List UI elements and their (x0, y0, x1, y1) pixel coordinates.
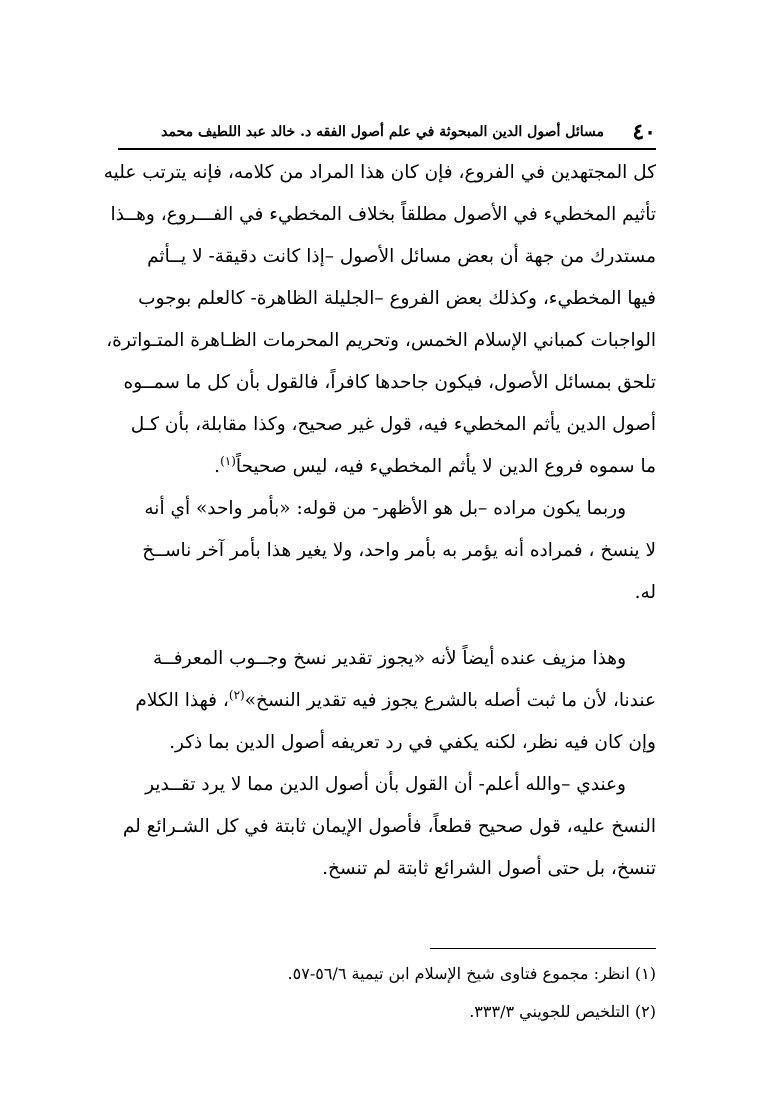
text-line: لا ينسخ ، فمراده أنه يؤمر به بأمر واحد، ولا يغير هذا بأمر آخر ناســخ (142, 540, 656, 561)
text-line: الواجبات كمباني الإسلام الخمس، وتحريم المحرمات الظـاهرة المتـواترة، (106, 330, 656, 351)
text-span: عندنا، لأن ما ثبت أصله بالشرع يجوز فيه تقدير النسخ» (244, 690, 656, 711)
footnotes (100, 955, 656, 1031)
text-span: ما سموه فروع الدين لا يأثم المخطيء فيه، ليس صحيحاً (235, 456, 656, 477)
page-number: ٤٠ (632, 119, 656, 145)
text-line: فيها المخطيء، وكذلك بعض الفروع –الجليلة الظاهرة- كالعلم بوجوب (138, 288, 656, 309)
text-line: النسخ عليه، قول صحيح قطعاً، فأصول الإيمان ثابتة في كل الشـرائع لم (122, 816, 656, 837)
paragraph-4 (100, 764, 656, 890)
running-title: مسائل أصول الدين المبحوثة في علم أصول الفقه د. خالد عبد اللطيف محمد (161, 124, 604, 140)
text-line: كل المجتهدين في الفروع، فإن كان هذا المراد من كلامه، فإنه يترتب عليه (103, 162, 656, 183)
text-line: تلحق بمسائل الأصول، فيكون جاحدها كافراً، فالقول بأن كل ما سمــوه (123, 372, 656, 393)
footnote-ref-1: (١) (220, 453, 236, 468)
paragraph-3 (100, 638, 656, 764)
body-text (100, 152, 656, 890)
footnote-rule (430, 948, 656, 949)
text-line (100, 446, 656, 488)
text-line: مستدرك من جهة أن بعض مسائل الأصول –إذا كانت دقيقة- لا يــأثم (147, 246, 656, 267)
page-header (118, 118, 656, 146)
paragraph-gap (100, 614, 656, 638)
text-line: أصول الدين يأثم المخطيء فيه، قول غير صحيح، وكذا مقابلة، بأن كـل (130, 414, 656, 435)
text-line: وعندي –والله أعلم- أن القول بأن أصول الدين مما لا يرد تقــدير (145, 774, 626, 795)
footnote-1: (١) انظر: مجموع فتاوى شيخ الإسلام ابن تيمية ٥٦/٦-٥٧. (287, 964, 656, 983)
text-line: وهذا مزيف عنده أيضاً لأنه «يجوز تقدير نسخ وجــوب المعرفــة (153, 648, 626, 669)
text-span: ، فهذا الكلام (135, 690, 229, 711)
footnote-2: (٢) التلخيص للجويني ٣٣٣/٣. (469, 1002, 656, 1021)
text-line (100, 680, 656, 722)
paragraph-1 (100, 152, 656, 488)
text-line: وإن كان فيه نظر، لكنه يكفي في رد تعريفه أصول الدين بما ذكر. (169, 732, 656, 753)
text-line: وربما يكون مراده –بل هو الأظهر- من قوله: «بأمر واحد» أي أنه (144, 498, 626, 519)
footnote-ref-2: (٢) (228, 687, 245, 702)
text-line: تنسخ، بل حتى أصول الشرائع ثابتة لم تنسخ. (322, 858, 656, 879)
text-line: له. (634, 582, 656, 603)
paragraph-2 (100, 488, 656, 614)
text-span: . (214, 456, 221, 477)
text-line: تأثيم المخطيء في الأصول مطلقاً بخلاف المخطيء في الفـــروع، وهــذا (110, 204, 656, 225)
header-rule (118, 148, 656, 150)
